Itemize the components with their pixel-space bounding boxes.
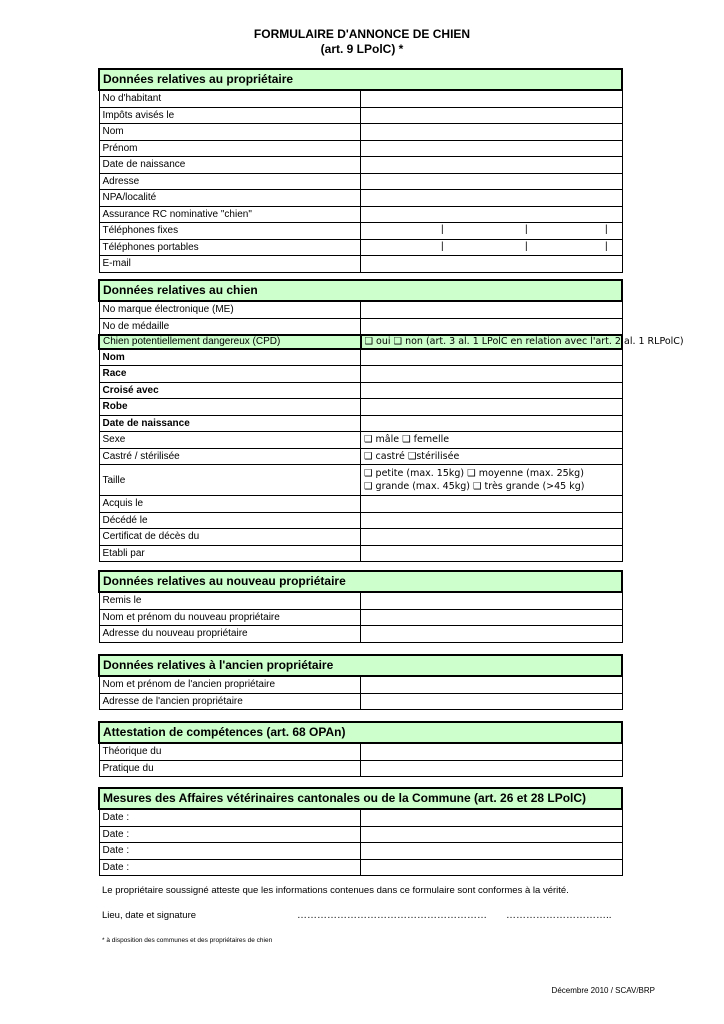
old-owner-row-label: Nom et prénom de l'ancien propriétaire — [99, 676, 361, 693]
measures-row-label: Date : — [99, 809, 361, 826]
size-options-line1[interactable]: ❑ petite (max. 15kg) ❑ moyenne (max. 25kg) — [364, 468, 584, 479]
dog-row-label: Certificat de décès du — [99, 529, 361, 546]
dog-row-label: No marque électronique (ME) — [99, 301, 361, 318]
dog-heading: Données relatives au chien — [99, 280, 622, 301]
phone-separator: | — [525, 240, 528, 252]
measures-field[interactable] — [361, 859, 623, 876]
old-owner-row-label: Adresse de l'ancien propriétaire — [99, 693, 361, 710]
dog-row-label: Acquis le — [99, 496, 361, 513]
owner-row-label: NPA/localité — [99, 190, 361, 207]
date-line[interactable]: ………………………….. — [506, 910, 612, 921]
signature-label: Lieu, date et signature — [102, 910, 197, 921]
new-owner-heading: Données relatives au nouveau propriétaire — [99, 571, 622, 592]
dog-field[interactable] — [361, 349, 623, 366]
sex-checkboxes[interactable]: ❑ mâle ❑ femelle — [361, 432, 623, 449]
dog-field[interactable] — [361, 318, 623, 335]
owner-heading: Données relatives au propriétaire — [99, 69, 622, 90]
owner-row-label: Adresse — [99, 173, 361, 190]
owner-field[interactable] — [361, 107, 623, 124]
measures-row-label: Date : — [99, 826, 361, 843]
owner-row-label: Prénom — [99, 140, 361, 157]
dog-row-label: Race — [99, 366, 361, 383]
cpd-label: Chien potentiellement dangereux (CPD) — [99, 335, 361, 349]
attestation-field[interactable] — [361, 760, 623, 777]
dog-row-label: Croisé avec — [99, 382, 361, 399]
dog-row-label: Décédé le — [99, 512, 361, 529]
dog-field[interactable] — [361, 512, 623, 529]
attestation-row-label: Théorique du — [99, 743, 361, 760]
owner-field[interactable] — [361, 90, 623, 107]
dog-field[interactable] — [361, 301, 623, 318]
cpd-checkboxes[interactable]: ❑ oui ❑ non (art. 3 al. 1 LPolC en relation avec l'art. 2 al. 1 RLPolC) — [361, 335, 623, 349]
owner-field[interactable] — [361, 206, 623, 223]
sex-label: Sexe — [99, 432, 361, 449]
form-title-sub: (art. 9 LPolC) * — [320, 42, 404, 56]
dog-row-label: Etabli par — [99, 545, 361, 562]
dog-row-label: No de médaille — [99, 318, 361, 335]
owner-section — [98, 68, 623, 273]
dog-field[interactable] — [361, 496, 623, 513]
phone-separator: | — [441, 240, 444, 252]
fixed-phones-field[interactable] — [361, 223, 623, 240]
old-owner-field[interactable] — [361, 693, 623, 710]
owner-row-label: Impôts avisés le — [99, 107, 361, 124]
measures-row-label: Date : — [99, 843, 361, 860]
phone-separator: | — [441, 224, 444, 235]
size-checkboxes[interactable] — [361, 465, 623, 496]
mobile-phones-field[interactable] — [361, 239, 623, 256]
dog-field[interactable] — [361, 382, 623, 399]
attestation-row-label: Pratique du — [99, 760, 361, 777]
measures-field[interactable] — [361, 826, 623, 843]
owner-field[interactable] — [361, 157, 623, 174]
dog-field[interactable] — [361, 545, 623, 562]
dog-row-label: Robe — [99, 399, 361, 416]
owner-field[interactable] — [361, 256, 623, 273]
form-title — [0, 27, 724, 57]
neutered-label: Castré / stérilisée — [99, 448, 361, 465]
owner-row-label: Téléphones fixes — [99, 223, 361, 240]
new-owner-field[interactable] — [361, 609, 623, 626]
phone-separator: | — [605, 224, 608, 235]
neutered-checkboxes[interactable]: ❑ castré ❑stérilisée — [361, 448, 623, 465]
new-owner-row-label: Remis le — [99, 592, 361, 609]
owner-row-label: Nom — [99, 124, 361, 141]
measures-section — [98, 787, 623, 876]
new-owner-field[interactable] — [361, 592, 623, 609]
dog-section — [98, 279, 684, 562]
dog-field[interactable] — [361, 399, 623, 416]
old-owner-section — [98, 654, 623, 710]
measures-field[interactable] — [361, 843, 623, 860]
owner-row-label: E-mail — [99, 256, 361, 273]
new-owner-section — [98, 570, 623, 643]
owner-row-label: Téléphones portables — [99, 239, 361, 256]
phone-separator: | — [525, 224, 528, 235]
old-owner-field[interactable] — [361, 676, 623, 693]
measures-heading: Mesures des Affaires vétérinaires cantonales ou de la Commune (art. 26 et 28 LPolC) — [99, 788, 622, 809]
owner-field[interactable] — [361, 124, 623, 141]
measures-field[interactable] — [361, 809, 623, 826]
owner-row-label: Date de naissance — [99, 157, 361, 174]
owner-field[interactable] — [361, 140, 623, 157]
old-owner-heading: Données relatives à l'ancien propriétaire — [99, 655, 622, 676]
new-owner-field[interactable] — [361, 626, 623, 643]
signature-line[interactable]: ………………………………………………… — [297, 910, 487, 921]
footnote: * à disposition des communes et des propriétaires de chien — [102, 937, 273, 944]
dog-row-label: Nom — [99, 349, 361, 366]
owner-field[interactable] — [361, 190, 623, 207]
new-owner-row-label: Adresse du nouveau propriétaire — [99, 626, 361, 643]
owner-row-label: No d'habitant — [99, 90, 361, 107]
new-owner-row-label: Nom et prénom du nouveau propriétaire — [99, 609, 361, 626]
attestation-heading: Attestation de compétences (art. 68 OPAn) — [99, 722, 622, 743]
attestation-section — [98, 721, 623, 777]
document-version: Décembre 2010 / SCAV/BRP — [551, 986, 655, 995]
form-title-main: FORMULAIRE D'ANNONCE DE CHIEN — [253, 27, 471, 41]
dog-field[interactable] — [361, 529, 623, 546]
dog-field[interactable] — [361, 415, 623, 432]
phone-separator: | — [605, 240, 608, 252]
measures-row-label: Date : — [99, 859, 361, 876]
owner-row-label: Assurance RC nominative "chien" — [99, 206, 361, 223]
attestation-field[interactable] — [361, 743, 623, 760]
dog-field[interactable] — [361, 366, 623, 383]
attestation-statement: Le propriétaire soussigné atteste que les informations contenues dans ce formulaire sont conformes à la vérité. — [102, 885, 569, 896]
size-options-line2[interactable]: ❑ grande (max. 45kg) ❑ très grande (>45 kg) — [364, 481, 585, 492]
size-label: Taille — [99, 465, 361, 496]
owner-field[interactable] — [361, 173, 623, 190]
dog-row-label: Date de naissance — [99, 415, 361, 432]
